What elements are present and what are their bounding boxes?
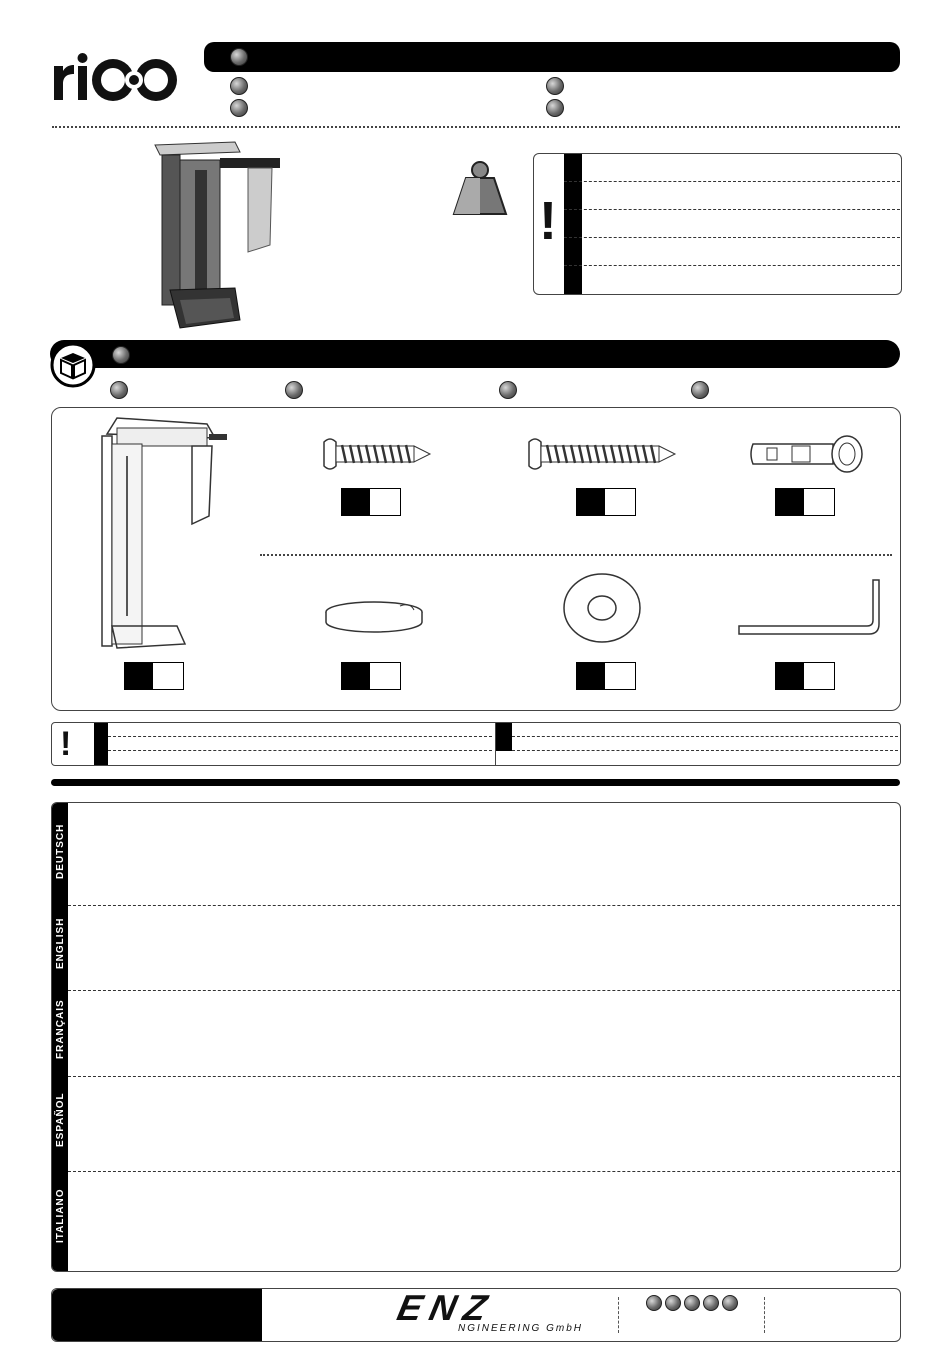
exclamation-icon: ! [539,191,557,251]
notice-line [108,736,492,737]
footer-divider [764,1297,766,1333]
lang-label-en: ENGLISH [55,917,66,969]
screw-long-part [527,434,677,474]
rating-dot [684,1295,700,1311]
adhesive-pad-part [322,598,427,638]
warning-line [564,181,900,182]
contents-bar-shadow [96,368,900,386]
item-bullet [691,381,709,399]
warning-line [564,237,900,238]
product-image [150,140,290,332]
notice-stripe [496,723,512,751]
spec-bullet [230,77,248,95]
item-bullet [285,381,303,399]
spec-bullet [546,99,564,117]
rating-dot [665,1295,681,1311]
lang-divider [68,905,900,906]
enz-logo-text: ENZ [393,1287,499,1328]
enz-logo-subtitle: NGINEERING GmbH [458,1323,584,1334]
parts-divider [260,554,892,556]
qty-box [341,662,401,690]
allen-key-part [735,578,880,638]
footer-divider [618,1297,620,1333]
warning-line [564,209,900,210]
item-bullet [110,381,128,399]
lang-divider [68,1076,900,1077]
rating-dots [646,1295,738,1311]
section-rule [51,779,900,786]
bracket-part [97,416,227,652]
spec-bullet [546,77,564,95]
warning-stripe [564,154,582,294]
language-panel [51,802,901,1272]
header-divider [52,126,900,128]
lang-divider [68,990,900,991]
ricoo-logo [50,52,190,104]
lang-label-it: ITALIANO [55,1188,66,1243]
wall-plug-part [747,434,867,474]
contents-bar [50,340,900,368]
weight-icon [450,158,510,218]
title-bullet [230,48,248,66]
notice-line [512,750,898,751]
qty-box [124,662,184,690]
notice-strip [51,722,901,766]
enz-logo [393,1287,608,1334]
exclamation-icon: ! [60,725,72,763]
qty-box [341,488,401,516]
notice-line [108,750,492,751]
screw-short-part [322,434,432,474]
warning-box [533,153,902,295]
qty-box [576,488,636,516]
warning-line [564,265,900,266]
contents-bullet [112,346,130,364]
rating-dot [722,1295,738,1311]
qty-box [775,662,835,690]
title-bar [204,42,900,72]
spec-bullet [230,99,248,117]
notice-line [512,736,898,737]
rating-dot [646,1295,662,1311]
footer-black-block [52,1289,262,1341]
lang-divider [68,1171,900,1172]
item-bullet [499,381,517,399]
lang-label-de: DEUTSCH [55,823,66,879]
box-icon [48,342,98,388]
notice-stripe [94,723,108,765]
qty-box [576,662,636,690]
lang-label-fr: FRANÇAIS [55,999,66,1059]
lang-label-es: ESPAÑOL [55,1092,66,1147]
parts-panel [51,407,901,711]
rating-dot [703,1295,719,1311]
washer-part [562,572,642,644]
footer [51,1288,901,1342]
qty-box [775,488,835,516]
